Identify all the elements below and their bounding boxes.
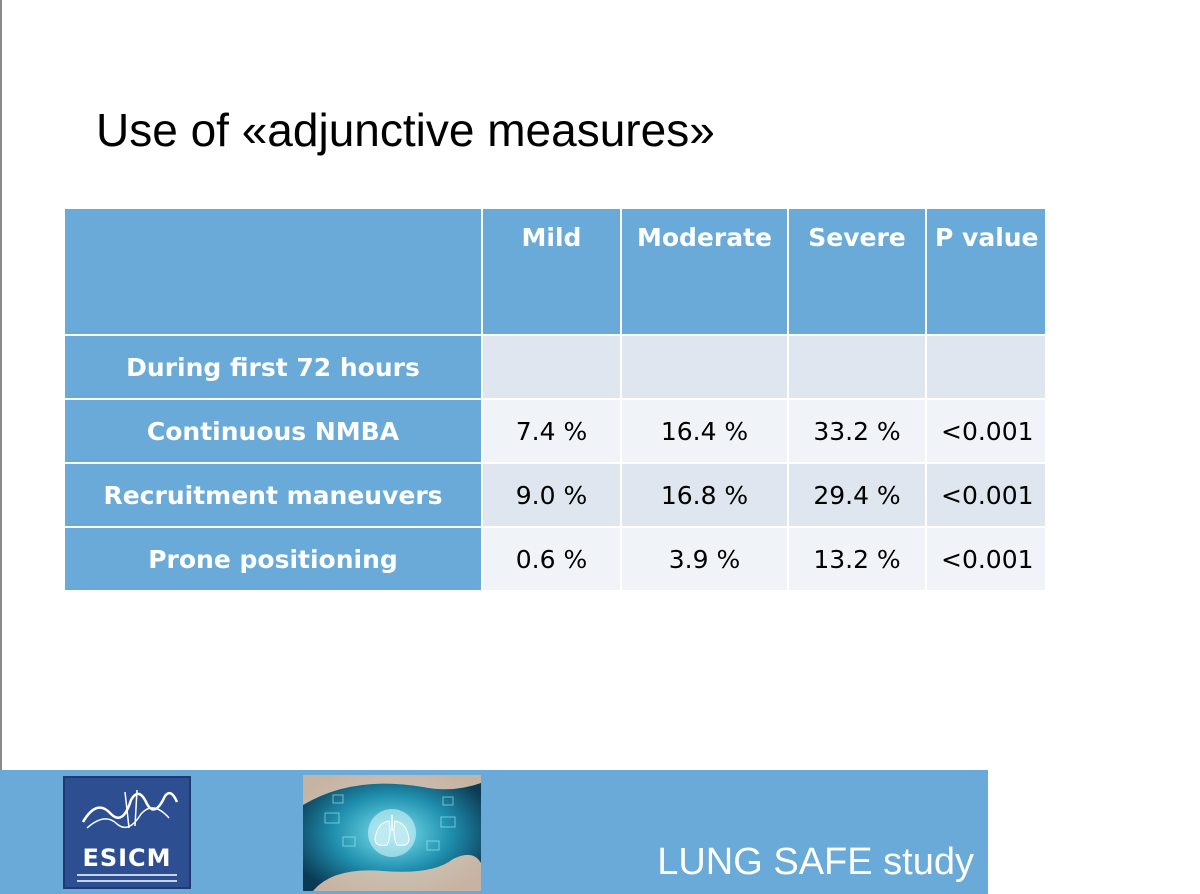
cell-mild: 7.4 % [482,399,621,463]
slide-title: Use of «adjunctive measures» [96,104,715,156]
logo-swirl-graphic [65,778,189,842]
header-severe: Severe [788,208,926,335]
cell-p-value: <0.001 [926,399,1046,463]
cell-moderate: 16.4 % [621,399,788,463]
cell-p-value: <0.001 [926,463,1046,527]
header-empty [64,208,482,335]
cell-mild [482,335,621,399]
logo-subtext-line [77,880,177,882]
table-header-row [64,208,1046,335]
cell-mild: 9.0 % [482,463,621,527]
cell-severe: 33.2 % [788,399,926,463]
slide-left-border [0,0,2,770]
header-p-value: P value [926,208,1046,335]
header-moderate: Moderate [621,208,788,335]
row-label: During first 72 hours [64,335,482,399]
hands-lungs-graphic [303,775,481,891]
esicm-logo-icon [63,776,191,889]
cell-severe: 29.4 % [788,463,926,527]
cell-moderate: 16.8 % [621,463,788,527]
adjunctive-measures-table [63,207,1047,592]
row-label: Continuous NMBA [64,399,482,463]
table-row [64,399,1046,463]
hands-lungs-icon [303,775,481,891]
cell-p-value: <0.001 [926,527,1046,591]
row-label: Prone positioning [64,527,482,591]
logo-subtext-line [77,874,177,876]
table-row [64,463,1046,527]
logo-wordmark: ESICM [82,844,172,872]
cell-severe: 13.2 % [788,527,926,591]
cell-mild: 0.6 % [482,527,621,591]
table-row [64,335,1046,399]
row-label: Recruitment maneuvers [64,463,482,527]
cell-moderate [621,335,788,399]
cell-moderate: 3.9 % [621,527,788,591]
header-mild: Mild [482,208,621,335]
table-row [64,527,1046,591]
study-label: LUNG SAFE study [657,841,974,883]
cell-p-value [926,335,1046,399]
cell-severe [788,335,926,399]
